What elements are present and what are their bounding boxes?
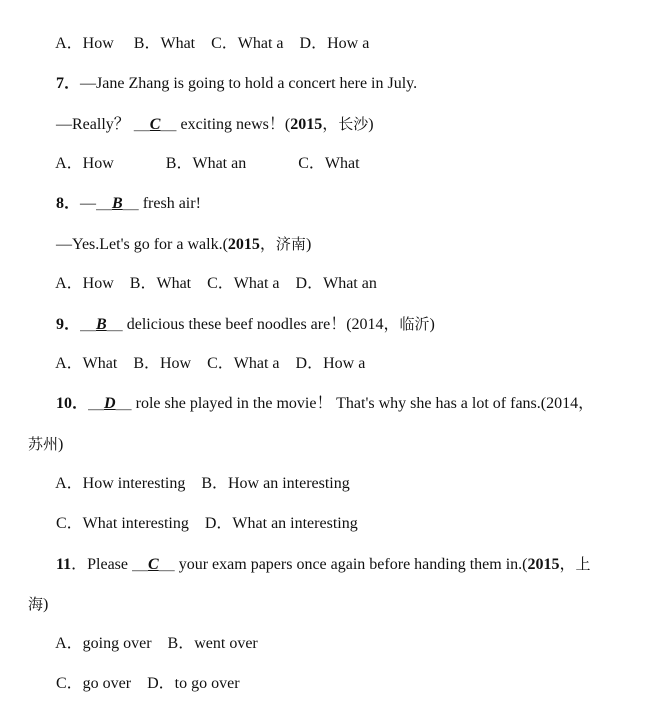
source-place: 临沂 (399, 315, 430, 333)
options-text: A．How interesting B．How an interesting (55, 475, 350, 492)
blank-right: ＿ (122, 195, 143, 212)
options-text: A．How B．What an C．What (55, 155, 360, 172)
options-text: A．What B．How C．What a D．How a (55, 355, 366, 372)
source-close: ) (368, 116, 374, 133)
question-tail: role she played in the movie！ That's why she has a lot of fans.(2014， (135, 395, 595, 412)
options-q11-cd (48, 654, 240, 694)
source-close: ) (43, 596, 49, 613)
blank-left: ＿ (129, 116, 150, 133)
blank-right: ＿ (115, 395, 136, 412)
question-number: 8． (56, 195, 81, 212)
source-close: ) (58, 436, 64, 453)
blank-left: ＿ (80, 316, 97, 333)
source-sep: ， (559, 556, 576, 573)
options-text: A．How B．What C．What a D．How a (55, 35, 370, 52)
blank-left: ＿ (96, 195, 113, 212)
blank-right: ＿ (158, 556, 179, 573)
question-tail: exciting news！( (180, 116, 291, 133)
answer-mark: B (96, 316, 107, 333)
source-place: 海 (28, 595, 44, 613)
source-sep: ， (322, 116, 339, 133)
question-tail: delicious these beef noodles are！(2014， (126, 316, 400, 333)
options-text: C．go over D．to go over (56, 675, 240, 692)
options-q9 (48, 334, 365, 374)
question-10-source (20, 414, 63, 455)
question-number: 11 (56, 556, 72, 573)
answer-mark: C (148, 556, 159, 573)
question-7 (48, 54, 417, 94)
options-q11-ab (48, 614, 258, 654)
source-year: 2015 (290, 116, 323, 133)
question-11 (48, 534, 591, 575)
question-10 (48, 374, 594, 414)
question-11-source (20, 574, 48, 615)
options-q10-ab (48, 454, 350, 494)
blank-right: ＿ (106, 316, 127, 333)
question-tail: fresh air! (142, 195, 201, 212)
question-8-reply (48, 214, 311, 255)
source-place: 苏州 (28, 435, 59, 453)
blank-left: ＿ (88, 395, 105, 412)
answer-mark: D (104, 395, 116, 412)
source-year: 2015 (227, 236, 260, 253)
question-number: 7． (56, 75, 81, 92)
options-q10-cd (48, 494, 358, 534)
source-year: 2015 (527, 556, 560, 573)
options-q8 (48, 254, 377, 294)
question-text: —Jane Zhang is going to hold a concert here in July. (80, 75, 418, 92)
answer-mark: B (112, 195, 123, 212)
source-place: 上 (575, 555, 591, 573)
source-close: ) (305, 236, 312, 253)
reply-text: —Really？ (56, 116, 130, 133)
question-9 (48, 294, 435, 335)
blank-right: ＿ (160, 116, 181, 133)
options-text: A．How B．What C．What a D．What an (55, 275, 377, 292)
question-text: — (80, 195, 97, 212)
answer-mark: C (149, 116, 161, 133)
options-text: C．What interesting D．What an interesting (56, 515, 358, 532)
question-7-reply (48, 94, 374, 135)
source-place: 济南 (275, 235, 306, 253)
reply-text: —Yes.Let's go for a walk.( (56, 236, 228, 253)
source-sep: ， (259, 236, 276, 253)
options-q6 (48, 14, 369, 54)
question-8 (48, 174, 201, 214)
question-text: ．Please (71, 556, 133, 573)
blank-left: ＿ (132, 556, 149, 573)
options-text: A．going over B．went over (55, 635, 258, 652)
options-q7 (48, 134, 360, 174)
question-number: 9． (56, 316, 81, 333)
source-place: 长沙 (338, 115, 369, 133)
source-close: ) (429, 316, 435, 333)
question-number: 10． (56, 395, 89, 412)
question-tail: your exam papers once again before handing them in.( (178, 556, 528, 573)
